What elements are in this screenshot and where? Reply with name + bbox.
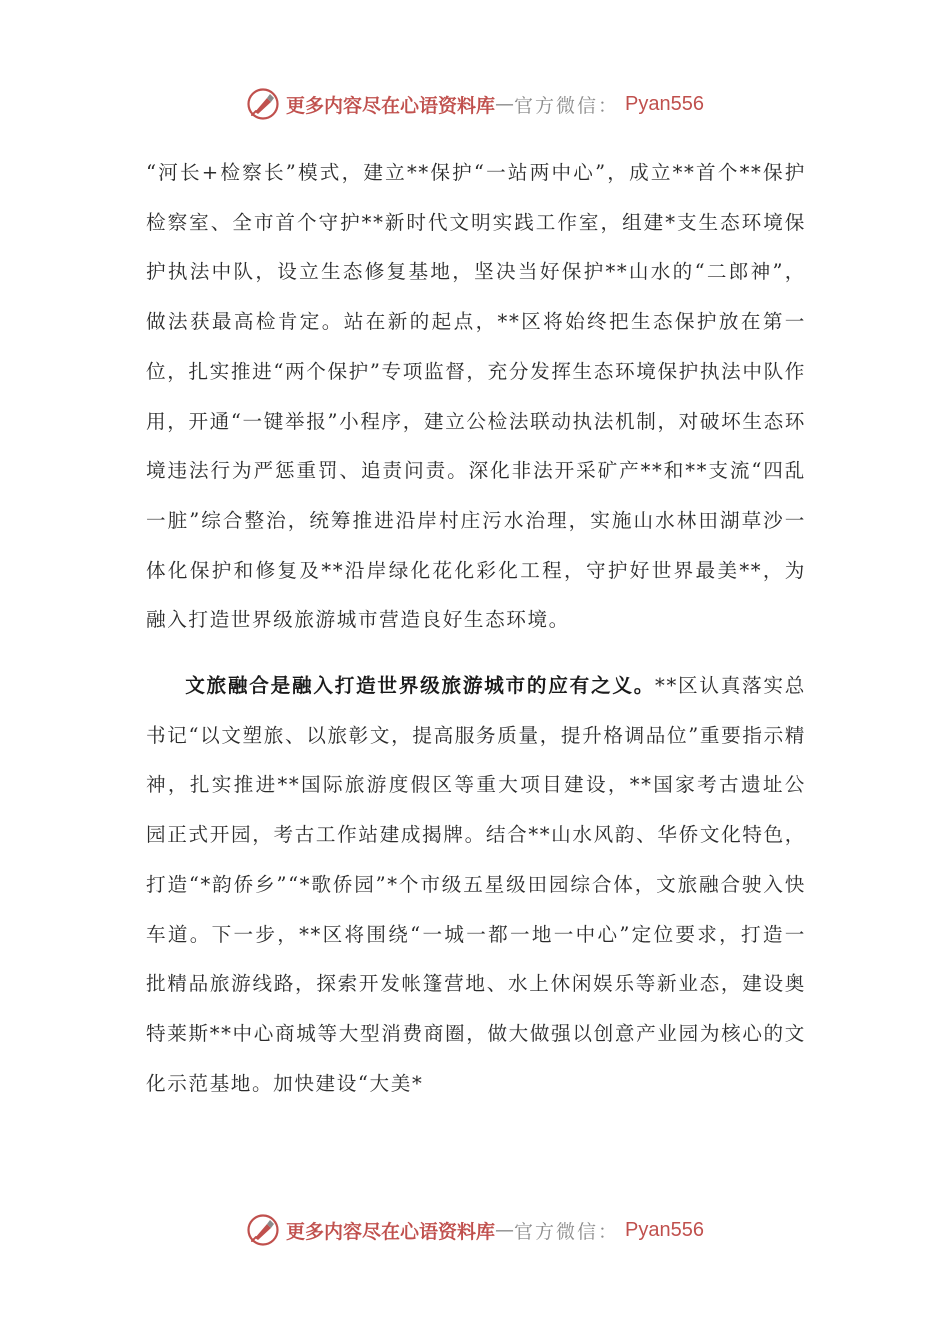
header-banner — [0, 84, 950, 124]
document-body — [146, 148, 806, 1108]
footer-brand-text: 更多内容尽在心语资料库 — [286, 1220, 496, 1243]
pen-nib-circle-icon — [246, 87, 280, 121]
paragraph-2-body: **区认真落实总书记“以文塑旅、以旅彰文，提高服务质量，提升格调品位”重要指示精神，扎实推进**国际旅游度假区等重大项目建设，**国家考古遗址公园正式开园，考古工作站建成揭牌。结合**山水风韵、华侨文化特色，打造“*韵侨乡”“*歌侨园”*个市级五星级田园综合体，文旅融合驶入快车道。下一步，**区将围绕“一城一都一地一中心”定位要求，打造一批精品旅游线路，探索开发帐篷营地、水上休闲娱乐等新业态，建设奥特莱斯**中心商城等大型消费商圈，做大做强以创意产业园为核心的文化示范基地。加快建设“大美* — [146, 674, 806, 1095]
paragraph-2 — [146, 661, 806, 1108]
header-brand-text: 更多内容尽在心语资料库 — [286, 94, 496, 117]
paragraph-1: “河长+检察长”模式，建立**保护“一站两中心”，成立**首个**保护检察室、全市首个守护**新时代文明实践工作室，组建*支生态环境保护执法中队，设立生态修复基地，坚决当好保护**山水的“二郎神”，做法获最高检肯定。站在新的起点，**区将始终把生态保护放在第一位，扎实推进“两个保护”专项监督，充分发挥生态环境保护执法中队作用，开通“一键举报”小程序，建立公检法联动执法机制，对破坏生态环境违法行为严惩重罚、追责问责。深化非法开采矿产**和**支流“四乱一脏”综合整治，统筹推进沿岸村庄污水治理，实施山水林田湖草沙一体化保护和修复及**沿岸绿化花化彩化工程，守护好世界最美**，为融入打造世界级旅游城市营造良好生态环境。 — [146, 161, 806, 632]
paragraph-2-lead: 文旅融合是融入打造世界级旅游城市的应有之义。 — [185, 674, 656, 698]
header-banner-text — [286, 91, 704, 118]
footer-separator: — — [495, 1219, 515, 1241]
footer-official-label: 官方微信： — [514, 1220, 620, 1243]
footer-banner-text — [286, 1217, 704, 1244]
footer-banner — [0, 1210, 950, 1250]
header-official-label: 官方微信： — [514, 94, 620, 117]
pen-nib-circle-icon — [246, 1213, 280, 1247]
footer-wechat-id: Pyan556 — [625, 1218, 704, 1241]
header-wechat-id: Pyan556 — [625, 92, 704, 115]
header-separator: — — [495, 93, 515, 115]
